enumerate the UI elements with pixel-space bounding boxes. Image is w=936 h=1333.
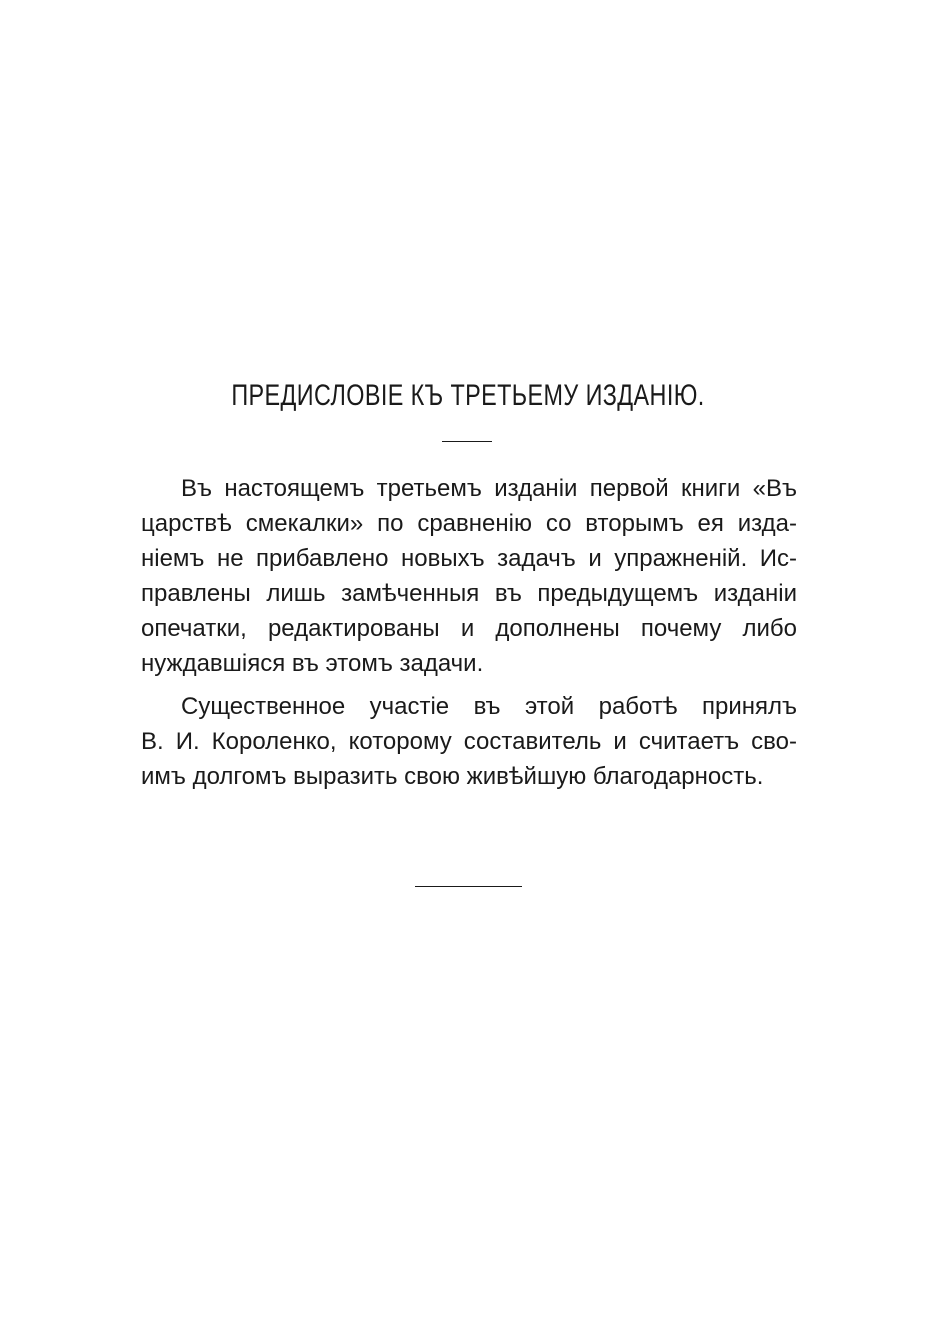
- text-line: имъ долгомъ выразить свою живѣйшую благодарность.: [141, 763, 764, 790]
- page-heading: ПРЕДИСЛОВІЕ КЪ ТРЕТЬЕМУ ИЗДАНІЮ.: [231, 379, 705, 412]
- preface-text: [141, 471, 797, 794]
- text-line: Существенное участіе въ этой работѣ принялъ: [181, 693, 797, 720]
- text-line: царствѣ смекалки» по сравненію со вторымъ ея изда-: [141, 510, 797, 537]
- heading-divider: [442, 441, 492, 442]
- paragraph-1: [141, 471, 797, 681]
- text-line: В. И. Короленко, которому составитель и считаетъ сво-: [141, 728, 797, 755]
- text-line: нуждавшіяся въ этомъ задачи.: [141, 650, 484, 677]
- end-divider: [415, 886, 522, 887]
- text-line: Въ настоящемъ третьемъ изданіи первой книги «Въ: [181, 475, 797, 502]
- text-line: ніемъ не прибавлено новыхъ задачъ и упражненій. Ис-: [141, 545, 797, 572]
- text-line: правлены лишь замѣченныя въ предыдущемъ изданіи: [141, 580, 797, 607]
- paragraph-2: [141, 689, 797, 794]
- paragraph-gap: [141, 681, 797, 689]
- text-line: опечатки, редактированы и дополнены почему либо: [141, 615, 797, 642]
